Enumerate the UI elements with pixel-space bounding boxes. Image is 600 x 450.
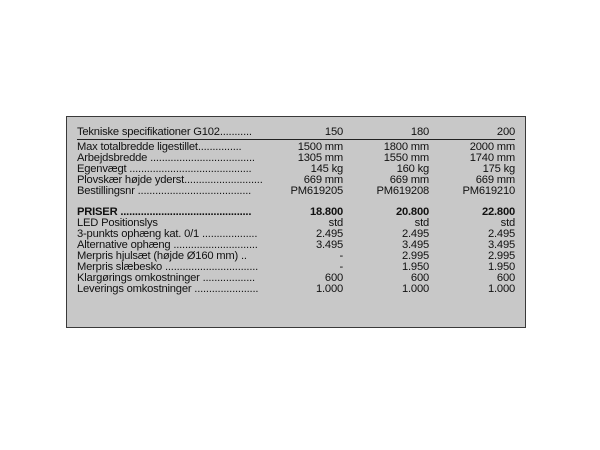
price-value: std bbox=[328, 217, 343, 229]
price-180: 20.800 bbox=[395, 206, 429, 218]
spec-row bbox=[77, 164, 515, 175]
price-label: Klargørings omkostninger .................. bbox=[77, 273, 255, 284]
price-value: 2.495 bbox=[488, 228, 515, 240]
price-value: 2.495 bbox=[316, 228, 343, 240]
spec-row bbox=[77, 153, 515, 164]
price-row bbox=[77, 218, 515, 229]
spec-value: 1305 mm bbox=[297, 152, 343, 164]
price-label: Merpris hjulsæt (højde Ø160 mm) .. bbox=[77, 251, 247, 262]
price-value: 2.995 bbox=[402, 250, 429, 262]
price-value: 2.495 bbox=[402, 228, 429, 240]
spec-value: 175 kg bbox=[482, 163, 515, 175]
spec-label: Plovskær højde yderst........................... bbox=[77, 175, 263, 186]
price-label: 3-punkts ophæng kat. 0/1 ................... bbox=[77, 229, 258, 240]
price-value: 3.495 bbox=[316, 239, 343, 251]
price-value: 2.995 bbox=[488, 250, 515, 262]
price-label: Merpris slæbesko ................................ bbox=[77, 262, 259, 273]
spec-header-row bbox=[77, 127, 515, 140]
spec-header-180: 180 bbox=[410, 126, 429, 138]
spec-value: 1740 mm bbox=[469, 152, 515, 164]
spec-value: 1550 mm bbox=[383, 152, 429, 164]
spec-value: 160 kg bbox=[396, 163, 429, 175]
spec-value: 1800 mm bbox=[383, 141, 429, 153]
price-value: 1.000 bbox=[488, 283, 515, 295]
price-row bbox=[77, 251, 515, 262]
spec-header-label: Tekniske specifikationer G102........... bbox=[77, 127, 252, 138]
price-label: Leverings omkostninger ...................... bbox=[77, 284, 259, 295]
price-150: 18.800 bbox=[309, 206, 343, 218]
spec-label: Egenvægt .......................................... bbox=[77, 164, 252, 175]
price-value: 1.950 bbox=[488, 261, 515, 273]
price-label: LED Positionslys bbox=[77, 218, 158, 229]
spec-header-150: 150 bbox=[324, 126, 343, 138]
price-200: 22.800 bbox=[481, 206, 515, 218]
spec-label: Arbejdsbredde .................................... bbox=[77, 153, 255, 164]
spec-value: 2000 mm bbox=[469, 141, 515, 153]
spec-value: PM619208 bbox=[376, 185, 429, 197]
spec-table bbox=[77, 127, 515, 295]
spec-value: 669 mm bbox=[389, 174, 429, 186]
spec-value: 145 kg bbox=[310, 163, 343, 175]
spec-header-200: 200 bbox=[496, 126, 515, 138]
price-row bbox=[77, 273, 515, 284]
price-row bbox=[77, 262, 515, 273]
price-value: 3.495 bbox=[402, 239, 429, 251]
price-row bbox=[77, 284, 515, 295]
spec-value: 1500 mm bbox=[297, 141, 343, 153]
spec-panel bbox=[66, 116, 526, 328]
section-gap bbox=[77, 197, 515, 207]
spec-value: 669 mm bbox=[303, 174, 343, 186]
price-value: 600 bbox=[496, 272, 515, 284]
prices-header-row bbox=[77, 207, 515, 218]
spec-row bbox=[77, 186, 515, 197]
prices-header-label: PRISER ............................................. bbox=[77, 207, 252, 218]
price-value: std bbox=[500, 217, 515, 229]
spec-row bbox=[77, 142, 515, 153]
price-value: 1.000 bbox=[402, 283, 429, 295]
spec-label: Max totalbredde ligestillet............... bbox=[77, 142, 242, 153]
spec-value: PM619210 bbox=[462, 185, 515, 197]
price-row bbox=[77, 240, 515, 251]
price-value: - bbox=[339, 250, 343, 262]
price-row bbox=[77, 229, 515, 240]
spec-value: 669 mm bbox=[475, 174, 515, 186]
spec-label: Bestillingsnr ....................................... bbox=[77, 186, 252, 197]
price-label: Alternative ophæng ............................. bbox=[77, 240, 258, 251]
price-value: 1.000 bbox=[316, 283, 343, 295]
price-value: std bbox=[414, 217, 429, 229]
price-value: 1.950 bbox=[402, 261, 429, 273]
price-value: 600 bbox=[410, 272, 429, 284]
price-value: 3.495 bbox=[488, 239, 515, 251]
price-value: - bbox=[339, 261, 343, 273]
price-value: 600 bbox=[324, 272, 343, 284]
spec-value: PM619205 bbox=[290, 185, 343, 197]
